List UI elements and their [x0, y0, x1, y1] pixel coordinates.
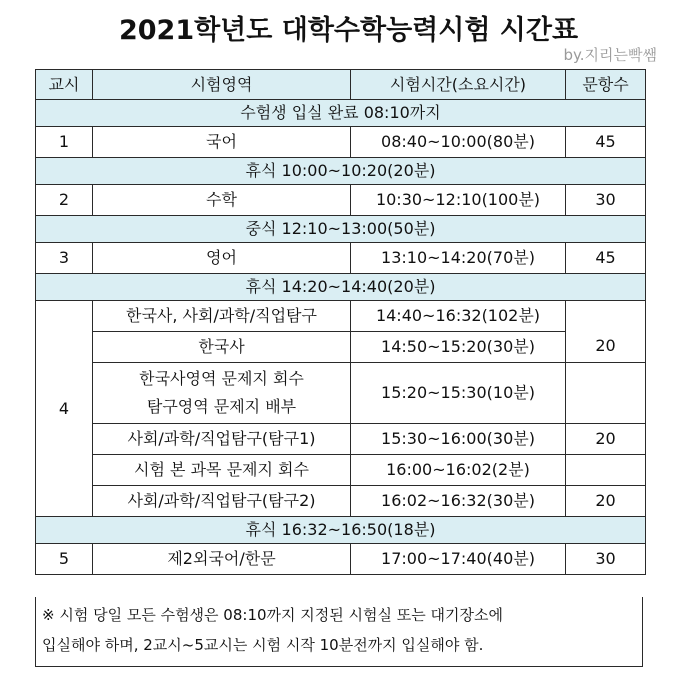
- subject-cell: 제2외국어/한문: [93, 544, 351, 575]
- time-cell: 16:00~16:02(2분): [351, 455, 566, 486]
- subject-cell: [93, 363, 351, 424]
- band-row-break3: [36, 517, 646, 544]
- count-cell: 20: [566, 424, 646, 455]
- time-cell: 13:10~14:20(70분): [351, 243, 566, 274]
- time-cell: 15:20~15:30(10분): [351, 363, 566, 424]
- subject-cell: 한국사: [93, 332, 351, 363]
- band-row-lunch: [36, 216, 646, 243]
- count-cell: [566, 455, 646, 486]
- band-row-break2: [36, 274, 646, 301]
- band-break1: 휴식 10:00~10:20(20분): [36, 158, 646, 185]
- time-cell: 17:00~17:40(40분): [351, 544, 566, 575]
- count-cell: 30: [566, 185, 646, 216]
- period-row-4-sub-1: [36, 301, 646, 332]
- period-row-5: [36, 544, 646, 575]
- header-time: 시험시간(소요시간): [351, 70, 566, 100]
- band-lunch: 중식 12:10~13:00(50분): [36, 216, 646, 243]
- period-number: 3: [36, 243, 93, 274]
- period-number: 5: [36, 544, 93, 575]
- header-row: [36, 70, 646, 100]
- period-row-4-sub-3: [36, 363, 646, 424]
- subject-cell: 한국사, 사회/과학/직업탐구: [93, 301, 351, 332]
- band-row-break1: [36, 158, 646, 185]
- header-subject: 시험영역: [93, 70, 351, 100]
- period-number: 2: [36, 185, 93, 216]
- time-cell: 14:50~15:20(30분): [351, 332, 566, 363]
- header-count: 문항수: [566, 70, 646, 100]
- count-cell: [566, 363, 646, 424]
- note-line: ※ 시험 당일 모든 수험생은 08:10까지 지정된 시험실 또는 대기장소에: [42, 606, 503, 624]
- subject-cell: 사회/과학/직업탐구(탐구1): [93, 424, 351, 455]
- time-cell: 08:40~10:00(80분): [351, 127, 566, 158]
- count-cell: 45: [566, 243, 646, 274]
- time-cell: 15:30~16:00(30분): [351, 424, 566, 455]
- note-line: 입실해야 하며, 2교시~5교시는 시험 시작 10분전까지 입실해야 함.: [42, 636, 484, 654]
- timetable: [35, 69, 646, 575]
- band-row-entry: [36, 100, 646, 127]
- count-cell: 30: [566, 544, 646, 575]
- time-cell: 14:40~16:32(102분): [351, 301, 566, 332]
- period-number: 1: [36, 127, 93, 158]
- count-cell: 45: [566, 127, 646, 158]
- period-row-4-sub-2: [36, 332, 646, 363]
- credit-watermark: by.지리는빡쌤: [563, 46, 657, 64]
- band-entry: 수험생 입실 완료 08:10까지: [36, 100, 646, 127]
- time-cell: 16:02~16:32(30분): [351, 486, 566, 517]
- subject-cell: 국어: [93, 127, 351, 158]
- subject-cell: 사회/과학/직업탐구(탐구2): [93, 486, 351, 517]
- band-break2: 휴식 14:20~14:40(20분): [36, 274, 646, 301]
- count-cell: 20: [566, 301, 646, 363]
- subject-cell: 영어: [93, 243, 351, 274]
- period-number: 4: [36, 301, 93, 517]
- period-row-4-sub-6: [36, 486, 646, 517]
- notes-box: [35, 597, 643, 667]
- subject-cell: 수학: [93, 185, 351, 216]
- header-period: 교시: [36, 70, 93, 100]
- count-cell: 20: [566, 486, 646, 517]
- period-row-4-sub-5: [36, 455, 646, 486]
- period-row-3: [36, 243, 646, 274]
- subject-line: 한국사영역 문제지 회수: [139, 369, 304, 388]
- band-break3: 휴식 16:32~16:50(18분): [36, 517, 646, 544]
- subject-cell: 시험 본 과목 문제지 회수: [93, 455, 351, 486]
- time-cell: 10:30~12:10(100분): [351, 185, 566, 216]
- subject-line: 탐구영역 문제지 배부: [146, 397, 297, 416]
- page-title: 2021학년도 대학수학능력시험 시간표: [118, 15, 579, 46]
- period-row-1: [36, 127, 646, 158]
- period-row-2: [36, 185, 646, 216]
- period-row-4-sub-4: [36, 424, 646, 455]
